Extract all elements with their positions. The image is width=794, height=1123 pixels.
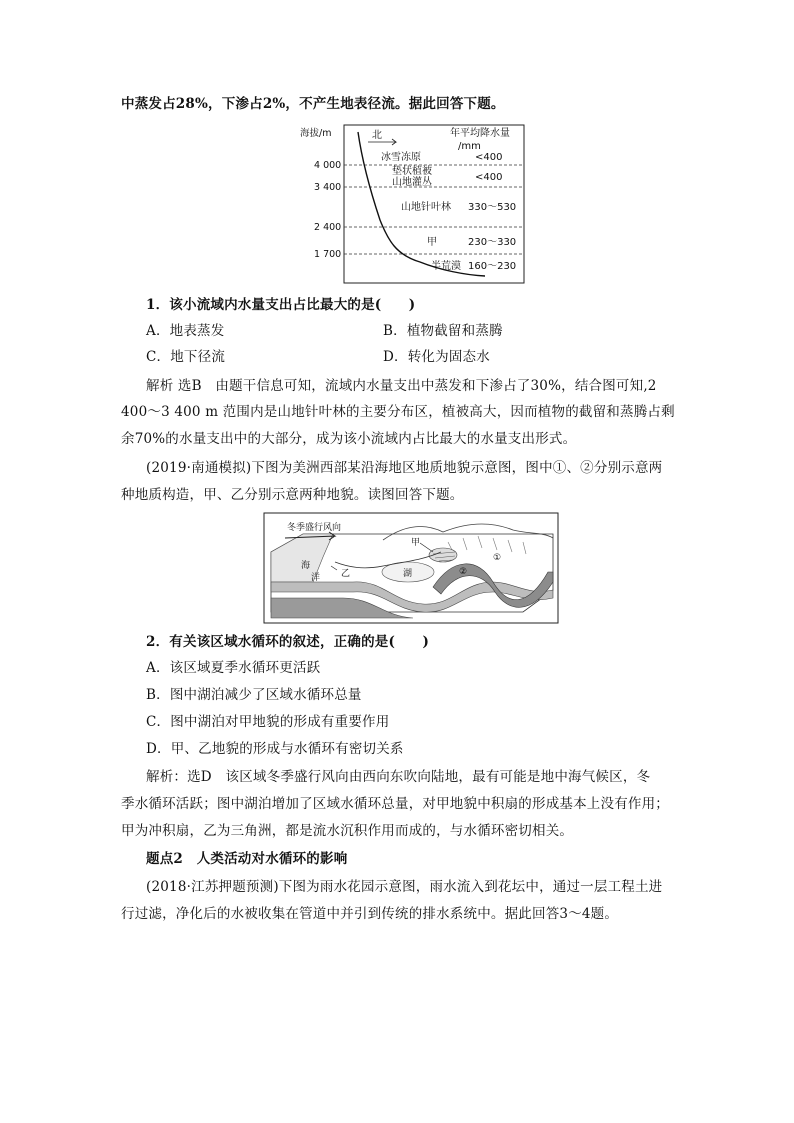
a1-line-3: 余70%的水量支出中的大部分，成为该小流域内占比最大的水量支出形式。 [121,431,577,447]
label-circle-2: ② [459,567,468,577]
label-yang: 洋 [311,573,321,583]
stem3-line-1: (2018·江苏押题预测)下图为雨水花园示意图，雨水流入到花坛中，通过一层工程土进 [146,879,663,895]
q1-option-a: A．地表蒸发 [146,323,225,339]
zone-name-2b: 山地灌丛 [392,177,432,188]
a1-line-2: 400～3 400 m 范围内是山地针叶林的主要分布区，植被高大，因而植物的截留和蒸腾占剩 [121,404,675,420]
q2-option-a: A．该区域夏季水循环更活跃 [146,660,321,676]
q1-stem: 1．该小流域内水量支出占比最大的是( ) [146,297,416,313]
q2-option-d: D．甲、乙地貌的形成与水循环有密切关系 [146,741,404,757]
elevation-tick-3400: 3 400 [314,182,342,193]
label-jia: 甲 [411,538,421,548]
zone-name-3: 山地针叶林 [401,202,451,213]
zone-name-4: 甲 [427,237,437,248]
zone-precip-5: 160～230 [468,261,517,272]
q2-option-c: C．图中湖泊对甲地貌的形成有重要作用 [146,714,390,730]
zone-precip-2: <400 [475,172,503,183]
label-yi: 乙 [341,569,351,579]
stem2-line-2: 种地质构造，甲、乙分别示意两种地貌。读图回答下题。 [121,487,464,503]
stem3-line-2: 行过滤，净化后的水被收集在管道中并引到传统的排水系统中。据此回答3～4题。 [121,906,619,922]
label-hai: 海 [301,561,311,571]
zone-name-1: 冰雪冻原 [381,152,421,163]
a2-line-3: 甲为冲积扇，乙为三角洲，都是流水沉积作用而成的，与水循环密切相关。 [121,823,574,839]
elevation-tick-4000: 4 000 [314,160,342,171]
zone-name-2a: 垫状植被 [392,166,432,177]
label-circle-1: ① [493,553,502,563]
zone-precip-4: 230～330 [468,237,517,248]
q2-option-b: B．图中湖泊减少了区域水循环总量 [146,687,362,703]
stem2-line-1: (2019·南通模拟)下图为美洲西部某沿海地区地质地貌示意图，图中①、②分别示意两 [146,460,663,476]
q1-option-b: B．植物截留和蒸腾 [383,323,503,339]
elevation-tick-2400: 2 400 [314,222,342,233]
intro-line: 中蒸发占28%，下渗占2%，不产生地表径流。据此回答下题。 [121,96,505,112]
direction-label: 北 [372,130,382,141]
label-hu: 湖 [403,569,413,579]
coastal-geology-figure [263,512,559,624]
a2-line-1: 解析：选D 该区域冬季盛行风向由西向东吹向陆地，最有可能是地中海气候区，冬 [146,769,651,785]
a2-line-2: 季水循环活跃；图中湖泊增加了区域水循环总量，对甲地貌中积扇的形成基本上没有作用； [121,796,669,812]
q1-option-c: C．地下径流 [146,349,226,365]
legend-title-2: /mm [458,141,481,152]
zone-precip-3: 330～530 [468,202,517,213]
zone-precip-1: <400 [475,152,503,163]
elevation-zonation-figure [300,120,530,288]
zone-name-5: 半荒漠 [431,261,461,272]
wind-label: 冬季盛行风向 [287,523,342,533]
topic-heading: 题点2 人类活动对水循环的影响 [146,851,348,867]
y-axis-label: 海拔/m [300,128,332,139]
a1-line-1: 解析 选B 由题干信息可知，流域内水量支出中蒸发和下渗占了30%，结合图可知,2 [146,378,657,394]
q2-stem: 2．有关该区域水循环的叙述，正确的是( ) [146,634,430,650]
elevation-tick-1700: 1 700 [314,249,342,260]
q1-option-d: D．转化为固态水 [383,349,490,365]
legend-title-1: 年平均降水量 [450,128,510,139]
